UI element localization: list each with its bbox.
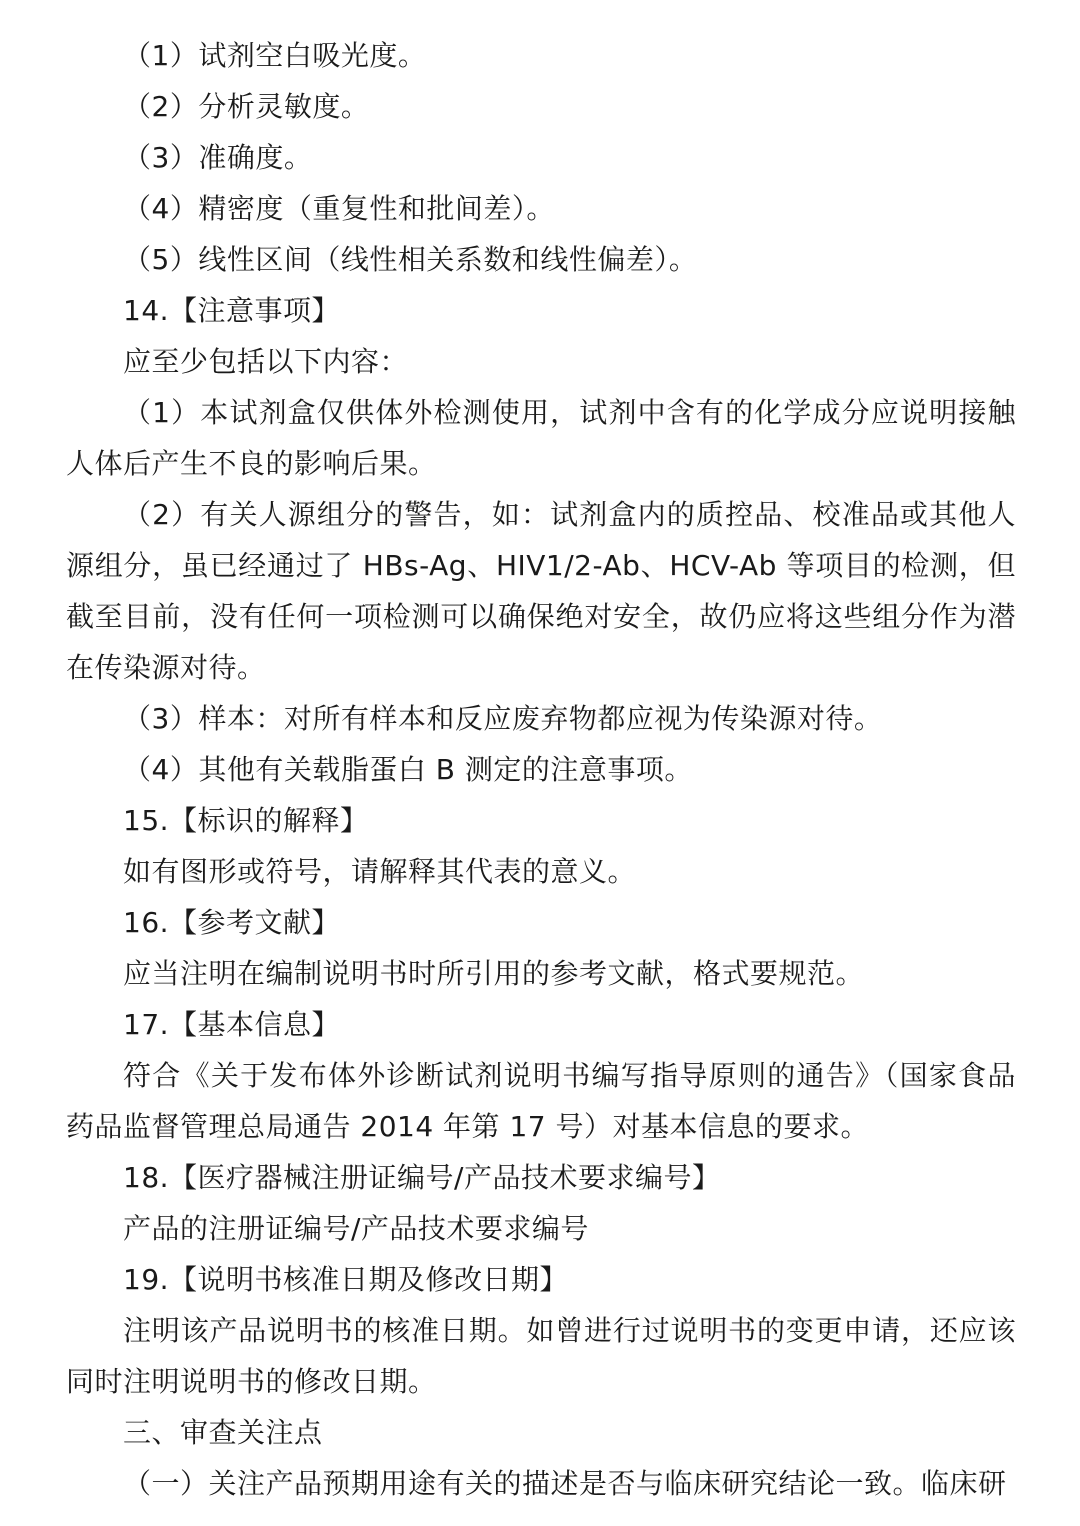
paragraph-15: 如有图形或符号，请解释其代表的意义。 <box>123 855 637 888</box>
item-linear-range: （5）线性区间（线性相关系数和线性偏差）。 <box>123 243 698 276</box>
paragraph-review-point-1: （一）关注产品预期用途有关的描述是否与临床研究结论一致。临床研 <box>123 1467 1007 1500</box>
item-accuracy: （3）准确度。 <box>123 141 313 174</box>
section-heading-14: 14.【注意事项】 <box>123 294 341 327</box>
paragraph-14-item-1: （1）本试剂盒仅供体外检测使用，试剂中含有的化学成分应说明接触人体后产生不良的影响后果。 <box>66 396 1016 480</box>
section-heading-16: 16.【参考文献】 <box>123 906 341 939</box>
paragraph-18: 产品的注册证编号/产品技术要求编号 <box>123 1212 589 1245</box>
section-heading-15: 15.【标识的解释】 <box>123 804 369 837</box>
item-reagent-blank-absorbance: （1）试剂空白吸光度。 <box>123 39 427 72</box>
paragraph-19: 注明该产品说明书的核准日期。如曾进行过说明书的变更申请，还应该同时注明说明书的修改日期。 <box>66 1314 1016 1398</box>
item-analytical-sensitivity: （2）分析灵敏度。 <box>123 90 370 123</box>
paragraph-16: 应当注明在编制说明书时所引用的参考文献，格式要规范。 <box>123 957 865 990</box>
section-heading-17: 17.【基本信息】 <box>123 1008 341 1041</box>
section-heading-review-points: 三、审查关注点 <box>123 1416 323 1449</box>
paragraph-14-item-3: （3）样本：对所有样本和反应废弃物都应视为传染源对待。 <box>123 702 883 735</box>
document-page <box>66 30 1016 1509</box>
section-heading-18: 18.【医疗器械注册证编号/产品技术要求编号】 <box>123 1161 721 1194</box>
paragraph-14-item-4: （4）其他有关载脂蛋白 B 测定的注意事项。 <box>123 753 693 786</box>
paragraph-14-intro: 应至少包括以下内容： <box>123 345 409 378</box>
paragraph-14-item-2: （2）有关人源组分的警告，如：试剂盒内的质控品、校准品或其他人源组分，虽已经通过了 HBs-Ag、HIV1/2-Ab、HCV-Ab 等项目的检测，但截至目前，没有任何一项检测可以确保绝对安全，故仍应将这些组分作为潜在传染源对待。 <box>66 498 1016 684</box>
paragraph-17: 符合《关于发布体外诊断试剂说明书编写指导原则的通告》（国家食品药品监督管理总局通告 2014 年第 17 号）对基本信息的要求。 <box>66 1059 1016 1143</box>
section-heading-19: 19.【说明书核准日期及修改日期】 <box>123 1263 569 1296</box>
item-precision: （4）精密度（重复性和批间差）。 <box>123 192 555 225</box>
